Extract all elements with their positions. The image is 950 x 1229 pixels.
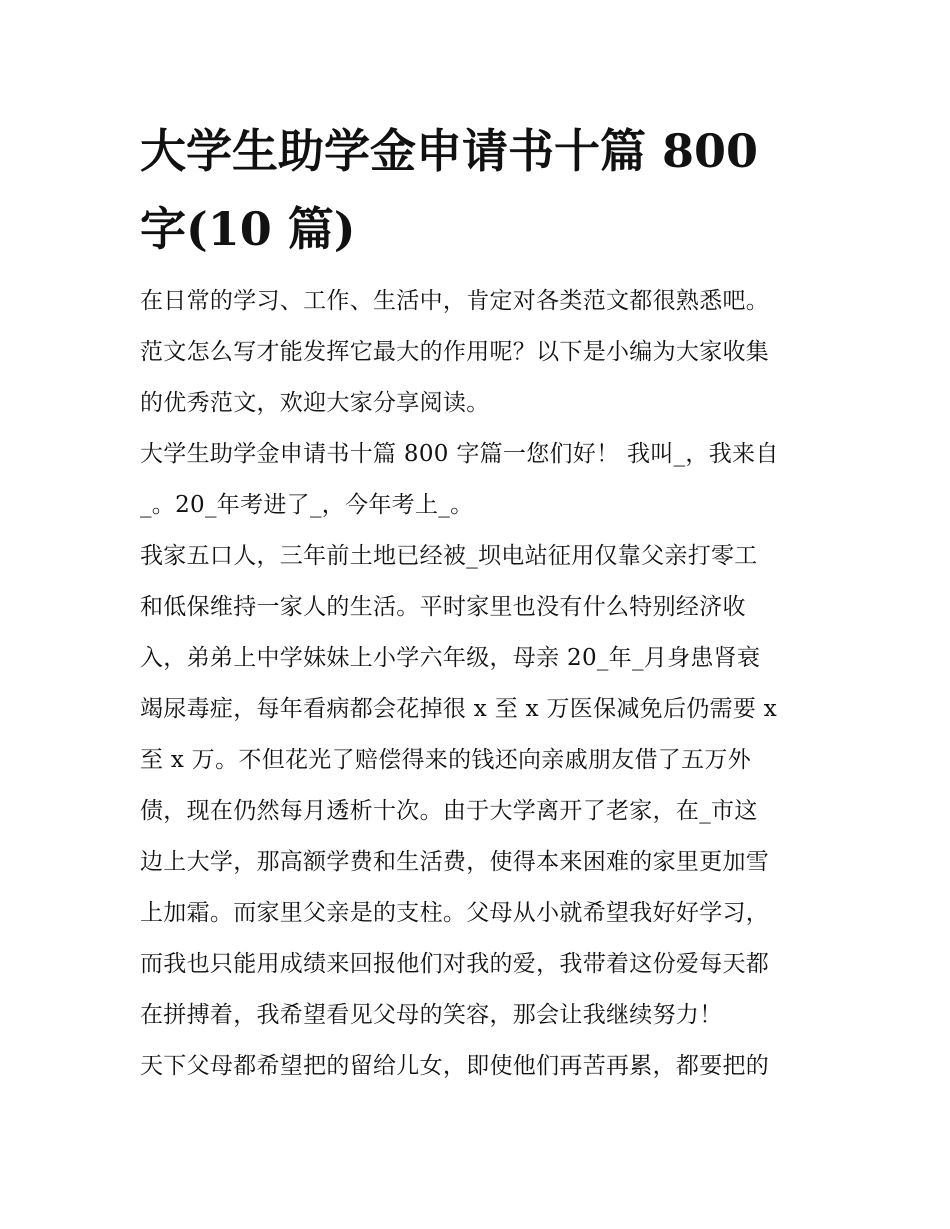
title-line: 大学生助学金申请书十篇 800 <box>140 124 759 178</box>
body-line: 大学生助学金申请书十篇 800 字篇一您们好！ 我叫_，我来自 <box>140 441 779 467</box>
body-line: 竭尿毒症，每年看病都会花掉很 x 至 x 万医保减免后仍需要 x <box>140 696 778 722</box>
document-body <box>140 276 820 1092</box>
body-line: 边上大学，那高额学费和生活费，使得本来困难的家里更加雪 <box>140 849 770 875</box>
body-line: _。20_年考进了_，今年考上_。 <box>140 492 474 518</box>
document-title <box>140 112 820 268</box>
body-line: 和低保维持一家人的生活。平时家里也没有什么特别经济收 <box>140 594 746 620</box>
body-line: 而我也只能用成绩来回报他们对我的爱，我带着这份爱每天都 <box>140 951 770 977</box>
body-line: 在拼搏着，我希望看见父母的笑容，那会让我继续努力！ <box>140 1002 723 1028</box>
title-line: 字(10 篇) <box>140 202 356 256</box>
body-line: 上加霜。而家里父亲是的支柱。父母从小就希望我好好学习， <box>140 900 770 926</box>
body-line: 入，弟弟上中学妹妹上小学六年级，母亲 20_年_月身患肾衰 <box>140 645 761 671</box>
body-line: 在日常的学习、工作、生活中，肯定对各类范文都很熟悉吧。 <box>140 288 770 314</box>
body-line: 天下父母都希望把的留给儿女，即使他们再苦再累，都要把的 <box>140 1053 770 1079</box>
body-line: 范文怎么写才能发挥它最大的作用呢？以下是小编为大家收集 <box>140 339 770 365</box>
body-line: 的优秀范文，欢迎大家分享阅读。 <box>140 390 490 416</box>
body-line: 至 x 万。不但花光了赔偿得来的钱还向亲戚朋友借了五万外 <box>140 747 751 773</box>
body-line: 债，现在仍然每月透析十次。由于大学离开了老家，在_市这 <box>140 798 758 824</box>
body-line: 我家五口人，三年前土地已经被_坝电站征用仅靠父亲打零工 <box>140 543 758 569</box>
